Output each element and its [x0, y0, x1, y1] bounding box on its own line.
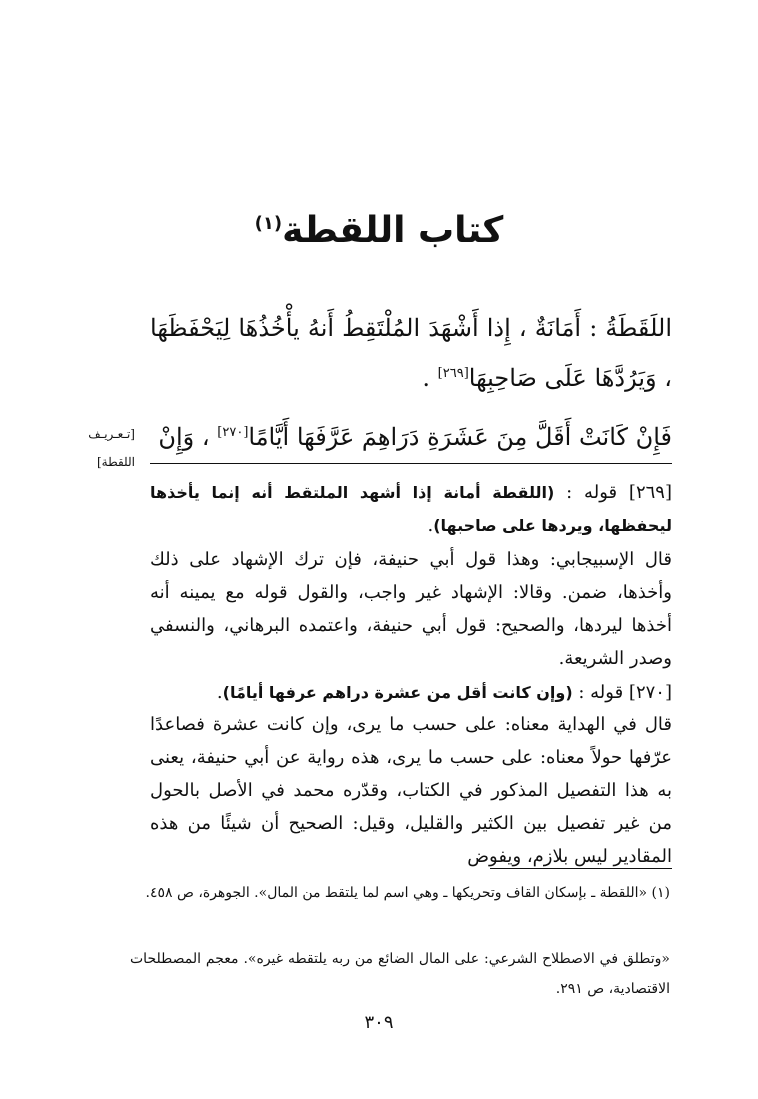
footnote-divider [490, 868, 672, 869]
footnote-1-number: (١) [651, 885, 670, 901]
commentary-quote: (اللقطة أمانة إذا أشهد الملتقط أنه إنما يأخذها ليحفظها، ويردها على صاحبها) [150, 483, 672, 535]
page-number: ٣٠٩ [364, 1012, 394, 1033]
margin-note-line-2: اللقطة] [97, 455, 135, 469]
commentary-end: . [216, 682, 223, 703]
commentary-270-heading [150, 676, 672, 709]
main-text-paragraph-1 [150, 305, 672, 401]
commentary-quote: (وإن كانت أقل من عشرة دراهم عرفها أيامًا) [222, 683, 573, 702]
commentary-269-heading [150, 476, 672, 542]
chapter-footnote-ref: (١) [254, 213, 283, 234]
chapter-title [0, 210, 758, 251]
main-text-paragraph-2 [150, 410, 672, 460]
commentary-269-body: قال الإسبيجابي: وهذا قول أبي حنيفة، فإن ترك الإشهاد على ذلك وأخذها، ضمن. وقالا: الإشهاد غير واجب، والقول قوله مع يمينه أنه أخذها ليردها، والصحيح: قول أبي حنيفة، واعتمده البرهاني، والنسفي وصدر الشريعة. [150, 549, 673, 669]
commentary-number: [٢٧٠] [628, 682, 672, 703]
main-text-1: اللَقَطَةُ : أَمَانَةٌ ، إِذا أَشْهَدَ المُلْتَقِطُ أَنهُ يأْخُذُهَا لِيَحْفَظَهَا ، وَيَرُدَّهَا عَلَى صَاحِبِهَا [150, 314, 672, 392]
footnote-1-continuation: «وتطلق في الاصطلاح الشرعي: على المال الضائع من ربه يلتقطه غيره». معجم المصطلحات الاقتصادية، ص ٢٩١. [130, 951, 670, 997]
commentary-end: . [427, 515, 434, 536]
chapter-title-text: كتاب اللقطة [282, 210, 504, 251]
ref-270: [٢٧٠] [217, 425, 249, 440]
main-text-2-end: ، وَإِنْ [158, 423, 218, 451]
footnote-1-text: «اللقطة ـ بإسكان القاف وتحريكها ـ وهي اسم لما يلتقط من المال». الجوهرة، ص ٤٥٨. [145, 885, 648, 901]
ref-269: [٢٦٩] [437, 366, 469, 381]
margin-note [40, 420, 135, 476]
main-text-divider [150, 463, 672, 464]
margin-note-line-1: [تـعـريـف [88, 427, 135, 441]
commentary-number: [٢٦٩] [628, 482, 672, 503]
commentary-270-body: قال في الهداية معناه: على حسب ما يرى، وإن كانت عشرة فصاعدًا عرّفها حولاً معناه: على حسب ما يرى، هذه رواية عن أبي حنيفة، يعنى به هذا التفصيل المذكور في الكتاب، وقدّره محمد في الأصل بالحول من غير تفصيل بين الكثير والقليل، وقيل: الصحيح أن شيئًا من هذه المقادير ليس بلازم، ويفوض [150, 714, 672, 867]
footnote-1 [130, 878, 670, 908]
main-text-1-end: . [422, 364, 438, 392]
main-text-2: فَإِنْ كَانَتْ أَقَلَّ مِنَ عَشَرَةِ دَرَاهِمَ عَرَّفَهَا أَيَّامًا [248, 423, 672, 451]
commentary-lead: قوله : [572, 682, 629, 703]
commentary-lead: قوله : [554, 482, 629, 503]
